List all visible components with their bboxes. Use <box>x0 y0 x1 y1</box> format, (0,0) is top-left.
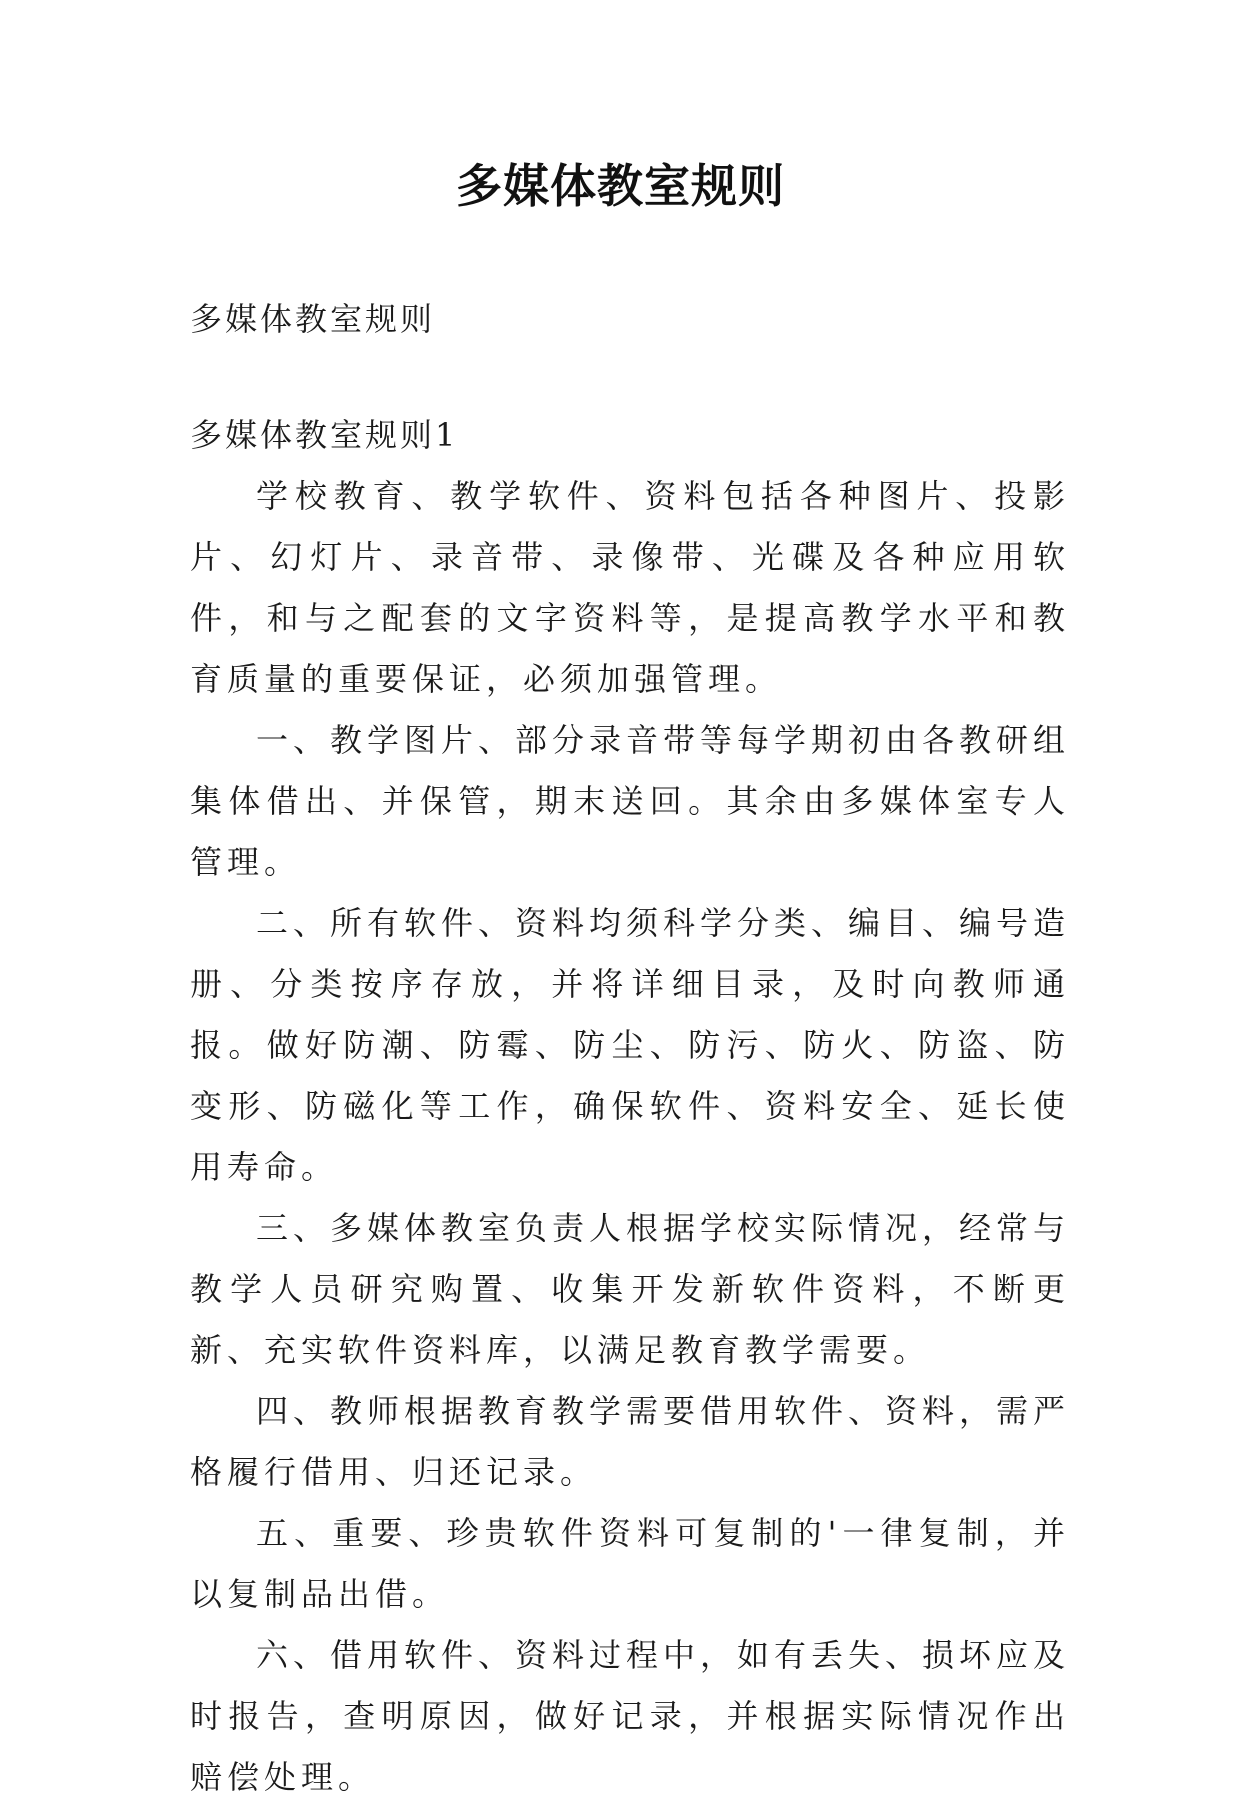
document-subtitle: 多媒体教室规则 <box>190 300 436 338</box>
paragraph-rule-1: 一、教学图片、部分录音带等每学期初由各教研组集体借出、并保管，期末送回。其余由多媒体室专人管理。 <box>190 721 1071 881</box>
paragraph-rule-5: 五、重要、珍贵软件资料可复制的'一律复制，并以复制品出借。 <box>190 1514 1070 1613</box>
paragraph-rule-4: 四、教师根据教育教学需要借用软件、资料，需严格履行借用、归还记录。 <box>190 1392 1071 1491</box>
paragraph-rule-2: 二、所有软件、资料均须科学分类、编目、编号造册、分类按序存放，并将详细目录，及时向教师通报。做好防潮、防霉、防尘、防污、防火、防盗、防变形、防磁化等工作，确保软件、资料安全、延长使用寿命。 <box>190 904 1071 1186</box>
paragraph-rule-3: 三、多媒体教室负责人根据学校实际情况，经常与教学人员研究购置、收集开发新软件资料，不断更新、充实软件资料库，以满足教育教学需要。 <box>190 1209 1071 1369</box>
document-title: 多媒体教室规则 <box>456 159 785 213</box>
paragraph-intro: 学校教育、教学软件、资料包括各种图片、投影片、幻灯片、录音带、录像带、光碟及各种应用软件，和与之配套的文字资料等，是提高教学水平和教育质量的重要保证，必须加强管理。 <box>190 477 1070 698</box>
section-heading: 多媒体教室规则1 <box>190 416 459 454</box>
document-body <box>190 466 1070 1808</box>
paragraph-rule-6: 六、借用软件、资料过程中，如有丢失、损坏应及时报告，查明原因，做好记录，并根据实际情况作出赔偿处理。 <box>190 1636 1071 1796</box>
